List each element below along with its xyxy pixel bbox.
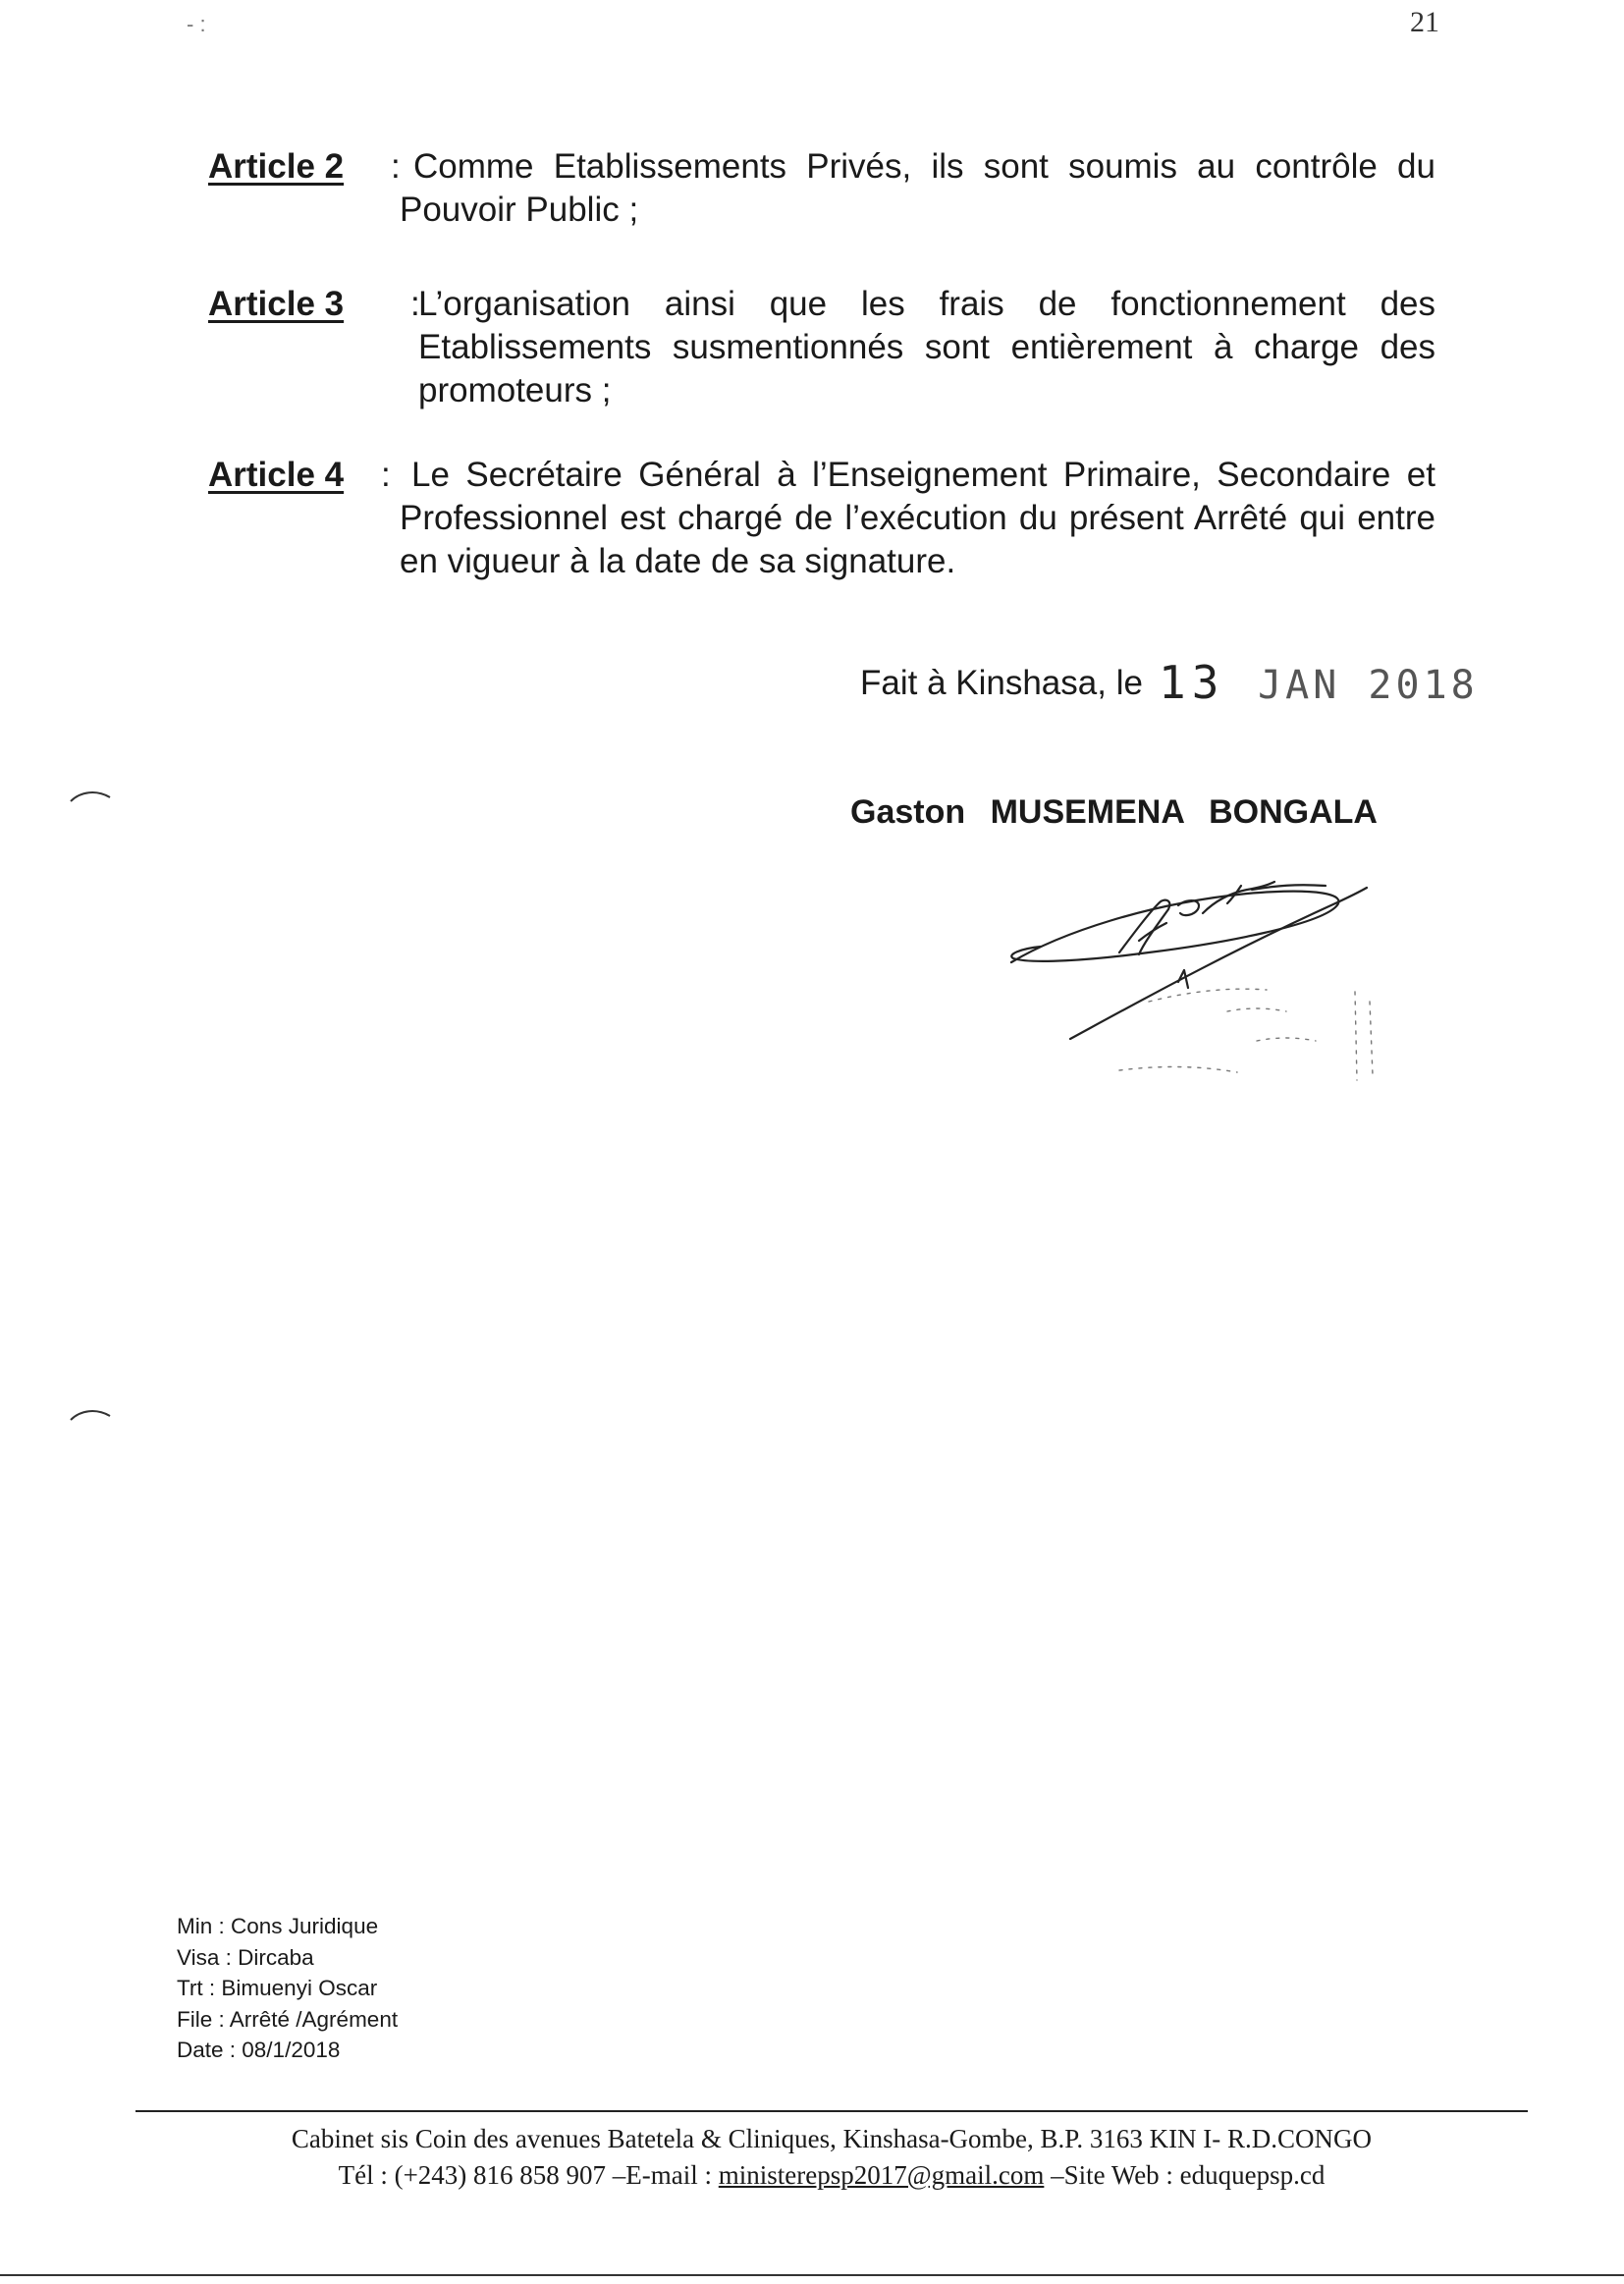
article-text: L’organisation ainsi que les frais de fonctionnement des Etablissements susmentionnés sont entièrement à charge des promoteurs ; — [418, 285, 1435, 409]
article-text: Le Secrétaire Général à l’Enseignement Primaire, Secondaire et Professionnel est chargé de l’exécution du présent Arrêté qui entre en vigueur à la date de sa signature. — [400, 456, 1435, 580]
article-separator: : — [391, 147, 401, 186]
place-date-label: Fait à Kinshasa, le — [860, 664, 1143, 702]
footer-tel: Tél : (+243) 816 858 907 –E-mail : — [338, 2160, 713, 2190]
page-bottom-edge — [0, 2274, 1624, 2276]
article-separator: : — [410, 285, 420, 323]
footer-divider — [135, 2110, 1528, 2112]
footer-address: Cabinet sis Coin des avenues Batetela & Cliniques, Kinshasa-Gombe, B.P. 3163 KIN I- R.D.CONGO — [291, 2124, 1373, 2153]
date-stamp — [1159, 656, 1479, 709]
signature-image — [1001, 864, 1414, 1090]
article-2 — [208, 145, 1447, 240]
footer — [135, 2121, 1528, 2194]
article-4 — [208, 454, 1447, 591]
article-label: Article 2 — [208, 147, 345, 186]
reference-date: Date : 08/1/2018 — [177, 2038, 341, 2062]
date-stamp-day: 13 — [1159, 656, 1225, 709]
reference-trt: Trt : Bimuenyi Oscar — [177, 1976, 378, 2000]
article-label: Article 4 — [208, 456, 345, 494]
margin-mark-lower — [69, 1404, 112, 1424]
footer-website: –Site Web : eduquepsp.cd — [1051, 2160, 1326, 2190]
page-number: 21 — [1410, 6, 1439, 38]
reference-min: Min : Cons Juridique — [177, 1914, 379, 1938]
article-separator: : — [381, 456, 391, 494]
reference-block — [177, 1911, 398, 2066]
margin-mark-upper — [69, 786, 112, 805]
signatory-name: Gaston MUSEMENA BONGALA — [850, 793, 1378, 831]
footer-contact — [135, 2157, 1528, 2194]
date-stamp-month-year: JAN 2018 — [1258, 663, 1479, 708]
footer-email-link[interactable]: ministerepsp2017@gmail.com — [718, 2160, 1045, 2190]
article-text: Comme Etablissements Privés, ils sont soumis au contrôle du Pouvoir Public ; — [400, 147, 1435, 229]
scan-mark: - : — [187, 12, 206, 36]
article-label: Article 3 — [208, 285, 345, 323]
reference-visa: Visa : Dircaba — [177, 1944, 314, 1970]
reference-file: File : Arrêté /Agrément — [177, 2006, 399, 2032]
article-3 — [208, 283, 1447, 420]
